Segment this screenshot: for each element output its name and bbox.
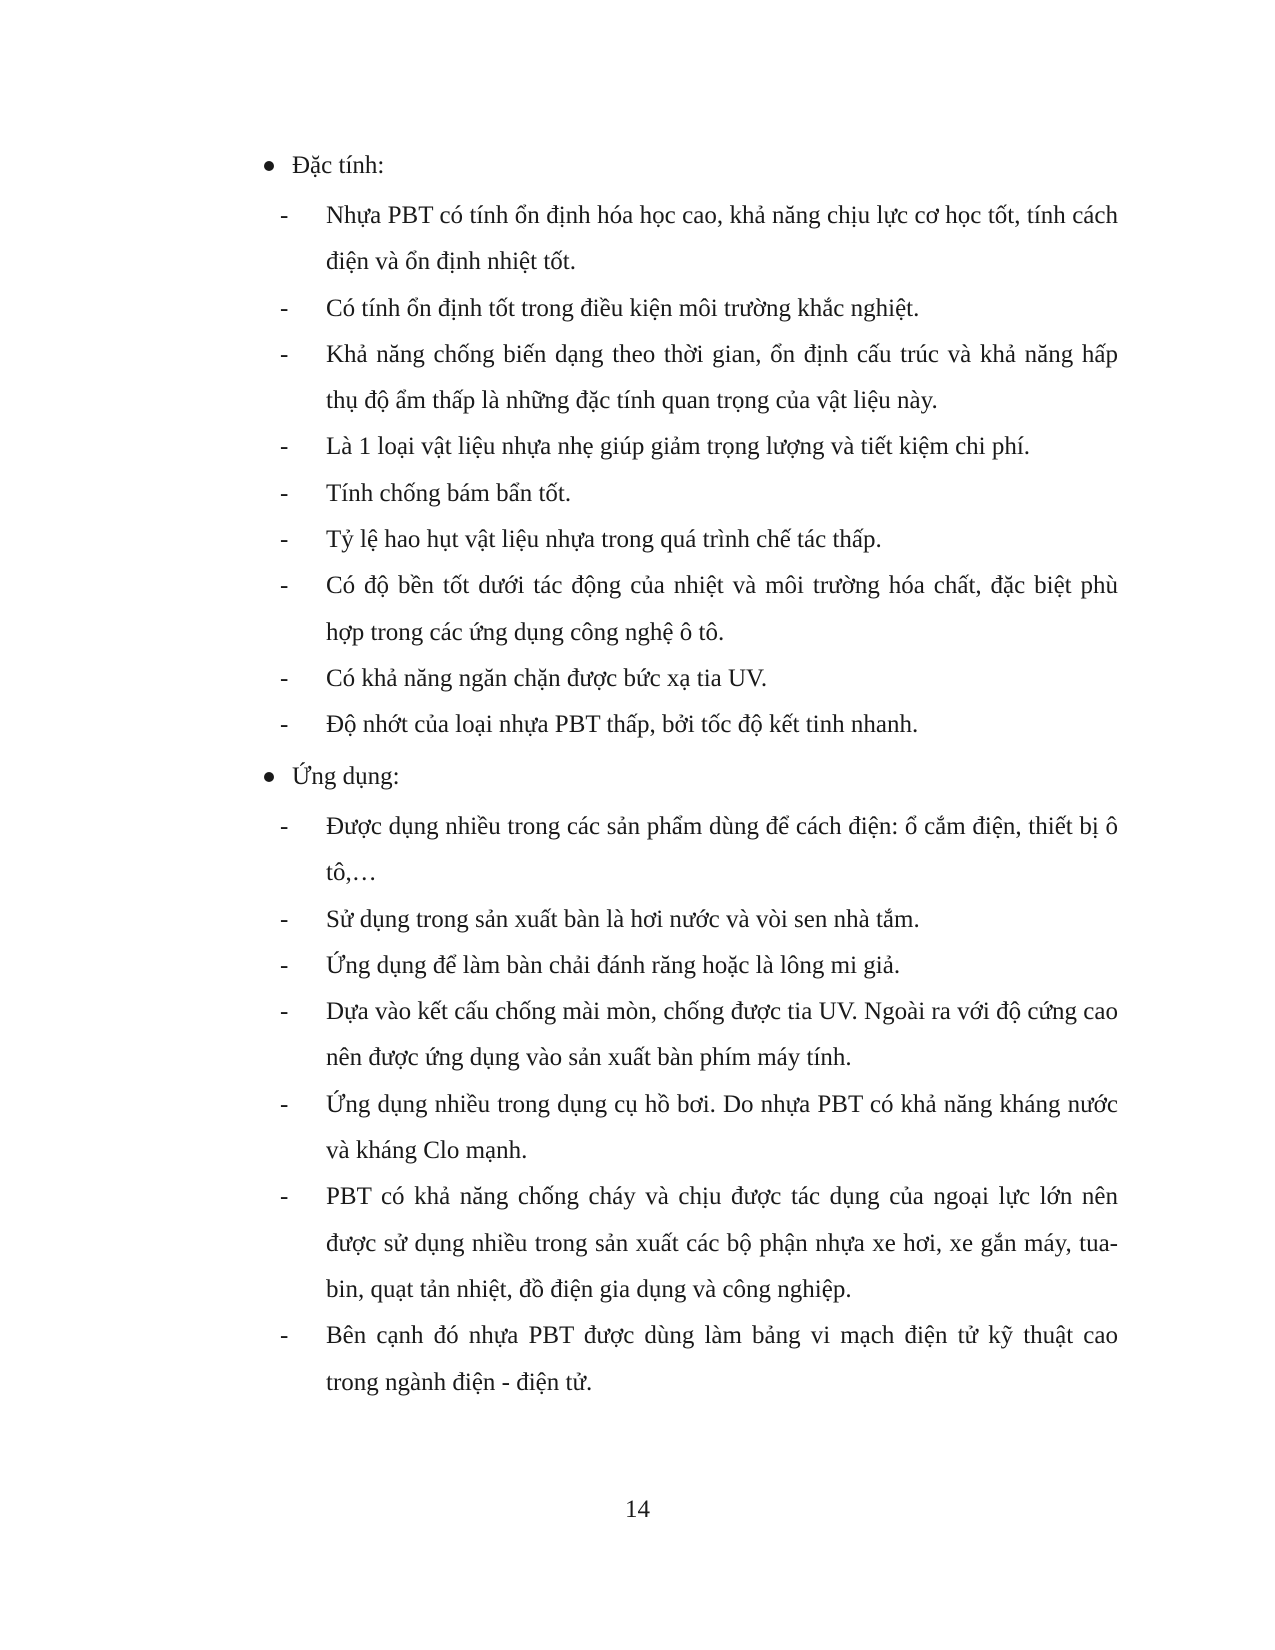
list-item-text: Có tính ổn định tốt trong điều kiện môi trường khắc nghiệt. [326,294,920,322]
dash-marker: - [280,572,289,600]
dash-marker: - [280,711,289,739]
dash-marker: - [280,294,289,322]
dash-marker: - [280,664,289,692]
list-item [0,989,1275,1082]
list-item [0,702,1275,748]
list-item [0,804,1275,897]
list-item-text: Ứng dụng nhiều trong dụng cụ hồ bơi. Do nhựa PBT có khả năng kháng nước và kháng Clo mạnh. [326,1090,1118,1165]
section-heading: Đặc tính: [292,152,385,179]
list-item [0,656,1275,702]
list-item [0,424,1275,470]
list-item-text: PBT có khả năng chống cháy và chịu được tác dụng của ngoại lực lớn nên được sử dụng nhiều trong sản xuất các bộ phận nhựa xe hơi, xe gắn máy, tua-bin, quạt tản nhiệt, đồ điện gia dụng và công nghiệp. [326,1183,1118,1303]
dash-marker: - [280,479,289,507]
list-item [0,286,1275,332]
dash-marker: - [280,813,289,840]
list-item-text: Có khả năng ngăn chặn được bức xạ tia UV. [326,664,768,692]
section-applications [0,754,1275,1406]
list-item-text: Được dụng nhiều trong các sản phẩm dùng để cách điện: ổ cắm điện, thiết bị ô tô,… [326,813,1118,887]
list-item-text: Là 1 loại vật liệu nhựa nhẹ giúp giảm trọng lượng và tiết kiệm chi phí. [326,433,1031,461]
dash-marker: - [280,951,289,979]
list-item [0,897,1275,943]
list-item-text: Dựa vào kết cấu chống mài mòn, chống được tia UV. Ngoài ra với độ cứng cao nên được ứng dụng vào sản xuất bàn phím máy tính. [326,998,1118,1072]
section-heading: Ứng dụng: [292,763,400,790]
section-heading-row [0,143,1275,189]
list-item-text: Bên cạnh đó nhựa PBT được dùng làm bảng vi mạch điện tử kỹ thuật cao trong ngành điện - điện tử. [326,1322,1118,1396]
dash-marker: - [280,202,289,229]
dash-marker: - [280,998,289,1026]
list-item [0,517,1275,563]
dash-marker: - [280,526,289,554]
dash-marker: - [280,1090,289,1118]
list-item [0,1082,1275,1175]
list-item-text: Độ nhớt của loại nhựa PBT thấp, bởi tốc độ kết tinh nhanh. [326,711,919,739]
list-item-text: Nhựa PBT có tính ổn định hóa học cao, khả năng chịu lực cơ học tốt, tính cách điện và ổn định nhiệt tốt. [326,202,1118,276]
section-properties [0,143,1275,749]
dash-marker: - [280,433,289,461]
list-item [0,943,1275,989]
list-item [0,1174,1275,1313]
list-item-text: Sử dụng trong sản xuất bàn là hơi nước và vòi sen nhà tắm. [326,905,920,933]
list-item [0,1313,1275,1406]
dash-marker: - [280,1322,289,1350]
list-item-text: Tỷ lệ hao hụt vật liệu nhựa trong quá trình chế tác thấp. [326,526,882,554]
list-item [0,563,1275,656]
bullet-icon [264,161,274,171]
page-number: 14 [625,1496,650,1523]
dash-marker: - [280,905,289,933]
list-item [0,471,1275,517]
list-item-text: Ứng dụng để làm bàn chải đánh răng hoặc là lông mi giả. [326,951,901,979]
list-item [0,332,1275,425]
list-item-text: Khả năng chống biến dạng theo thời gian, ổn định cấu trúc và khả năng hấp thụ độ ẩm thấp là những đặc tính quan trọng của vật liệu này. [326,340,1118,415]
dash-marker: - [280,1183,289,1211]
bullet-icon [264,772,274,782]
list-item-text: Tính chống bám bẩn tốt. [326,479,572,507]
list-item [0,193,1275,286]
dash-marker: - [280,340,289,368]
list-item-text: Có độ bền tốt dưới tác động của nhiệt và môi trường hóa chất, đặc biệt phù hợp trong các ứng dụng công nghệ ô tô. [326,572,1118,646]
section-heading-row [0,754,1275,800]
